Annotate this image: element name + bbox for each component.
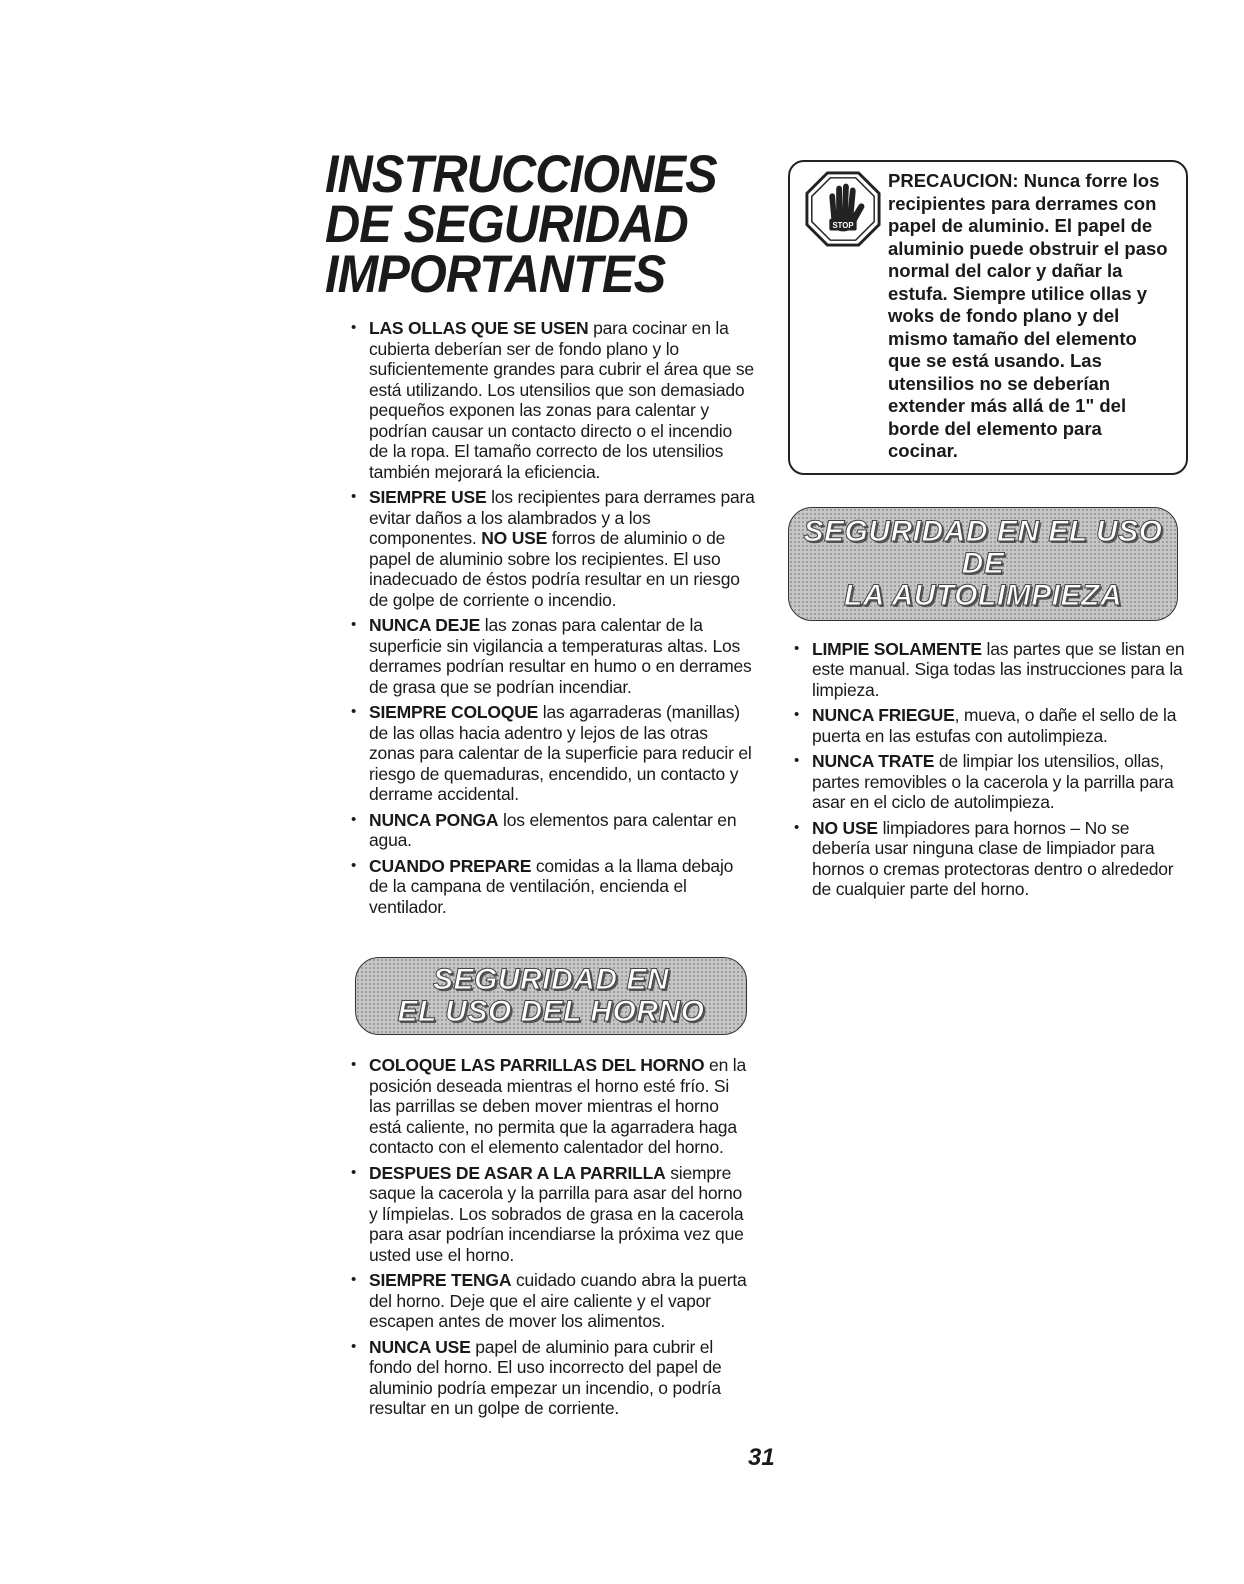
list-item <box>788 751 1188 813</box>
oven-safety-banner <box>355 957 747 1035</box>
list-item-lead: LIMPIE SOLAMENTE <box>812 638 982 659</box>
page-number: 31 <box>748 1444 775 1471</box>
list-item-text: en la posición deseada mientras el horno esté frío. Si las parrillas se deben mover mientras el horno está caliente, no permita que la agarradera haga contacto con el elemento calentador del horno. <box>369 1055 747 1157</box>
list-item-lead: NO USE <box>481 528 548 548</box>
list-item-lead: CUANDO PREPARE <box>369 855 532 876</box>
list-item-text: para cocinar en la cubierta deberían ser de fondo plano y lo suficientemente grandes para cubrir el área que se está utilizando. Los utensilios que son demasiado pequeños exponen las zonas para calentar y podrían causar un contacto directo o el incendio de la ropa. El tamaño correcto de los utensilios también mejorará la eficiencia. <box>369 318 754 482</box>
list-item-lead: NUNCA USE <box>369 1336 471 1357</box>
list-item <box>345 318 755 482</box>
list-item <box>345 810 755 851</box>
list-item-text: papel de aluminio para cubrir el fondo del horno. El uso incorrecto del papel de aluminio podría empezar un incendio, o podría resultar en un golpe de corriente. <box>369 1336 722 1418</box>
left-column <box>325 145 755 1424</box>
caution-text <box>888 170 1174 463</box>
list-item <box>345 702 755 805</box>
list-item <box>345 1337 755 1419</box>
stop-hand-icon <box>804 170 882 248</box>
caution-label: PRECAUCION: <box>888 170 1019 191</box>
list-item-text: forros de aluminio o de papel de aluminio sobre los recipientes. El uso inadecuado de éstos podría resultar en un riesgo de golpe de corriente o incendio. <box>369 528 740 610</box>
list-item-text: las zonas para calentar de la superficie sin vigilancia a temperaturas altas. Los derrames podrían resultar en humo o en derrames de grasa que se podrían incendiar. <box>369 615 752 697</box>
title-line-1: INSTRUCCIONES <box>325 145 717 204</box>
self-clean-safety-banner <box>788 507 1178 621</box>
list-item-text: las partes que se listan en este manual. Siga todas las instrucciones para la limpieza. <box>812 638 1185 700</box>
banner-line-1: SEGURIDAD EN EL USO DE <box>803 514 1163 580</box>
list-item <box>345 1163 755 1266</box>
list-item <box>788 639 1188 701</box>
list-item-text: , mueva, o dañe el sello de la puerta en las estufas con autolimpieza. <box>812 705 1177 746</box>
caution-header <box>804 170 1174 463</box>
list-item <box>788 705 1188 746</box>
oven-safety-list <box>345 1055 755 1419</box>
list-item-text: las agarraderas (manillas) de las ollas hacia adentro y lejos de las otras zonas para calentar de la superficie para reducir el riesgo de quemaduras, encendido, un contacto y derrame accidental. <box>369 702 752 804</box>
list-item-text: limpiadores para hornos – No se debería usar ninguna clase de limpiador para hornos o cremas protectoras dentro o alrededor de cualquier parte del horno. <box>812 817 1174 899</box>
list-item-text: los recipientes para derrames para evitar daños a los alambrados y a los componentes. <box>369 487 755 548</box>
list-item-lead: NO USE <box>812 817 878 838</box>
list-item <box>345 487 755 610</box>
caution-box <box>788 160 1188 475</box>
list-item-lead: NUNCA DEJE <box>369 615 481 635</box>
list-item-lead: SIEMPRE TENGA <box>369 1270 512 1290</box>
list-item-text: de limpiar los utensilios, ollas, partes removibles o la cacerola y la parrilla para asar en el ciclo de autolimpieza. <box>812 751 1174 812</box>
list-item-lead: SIEMPRE COLOQUE <box>369 702 539 722</box>
list-item-text: los elementos para calentar en agua. <box>369 809 737 850</box>
list-item-lead: SIEMPRE USE <box>369 487 487 507</box>
page-title <box>325 145 721 304</box>
banner-line-2: EL USO DEL HORNO <box>397 995 705 1028</box>
cooktop-safety-list <box>345 318 755 917</box>
list-item-lead: NUNCA PONGA <box>369 809 499 830</box>
self-clean-safety-list <box>788 639 1188 900</box>
list-item-lead: NUNCA TRATE <box>812 751 935 771</box>
title-line-2: DE SEGURIDAD <box>325 195 688 254</box>
title-line-3: IMPORTANTES <box>325 245 666 304</box>
list-item-lead: COLOQUE LAS PARRILLAS DEL HORNO <box>369 1055 705 1075</box>
list-item <box>345 856 755 918</box>
list-item <box>345 1055 755 1158</box>
list-item-lead: DESPUES DE ASAR A LA PARRILLA <box>369 1162 666 1183</box>
list-item <box>345 615 755 697</box>
list-item-text: comidas a la llama debajo de la campana de ventilación, encienda el ventilador. <box>369 855 734 917</box>
list-item-text: siempre saque la cacerola y la parrilla para asar del horno y límpielas. Los sobrados de grasa en la cacerola para asar podrían incendiarse la próxima vez que usted use el horno. <box>369 1162 744 1265</box>
list-item-text: cuidado cuando abra la puerta del horno. Deje que el aire caliente y el vapor escapen antes de mover los alimentos. <box>369 1270 747 1331</box>
banner-line-1: SEGURIDAD EN <box>432 963 670 996</box>
list-item <box>788 818 1188 900</box>
list-item-lead: NUNCA FRIEGUE <box>812 705 955 725</box>
caution-body: Nunca forre los recipientes para derrames con papel de aluminio. El papel de aluminio puede obstruir el paso normal del calor y dañar la estufa. Siempre utilice ollas y woks de fondo plano y del mismo tamaño del elemento que se está usando. Las utensilios no se deberían extender más allá de 1" del borde del elemento para cocinar. <box>888 170 1168 461</box>
stop-label: STOP <box>832 221 854 231</box>
list-item-lead: LAS OLLAS QUE SE USEN <box>369 318 589 338</box>
banner-line-2: LA AUTOLIMPIEZA <box>843 578 1123 612</box>
list-item <box>345 1270 755 1332</box>
right-column <box>788 160 1188 905</box>
